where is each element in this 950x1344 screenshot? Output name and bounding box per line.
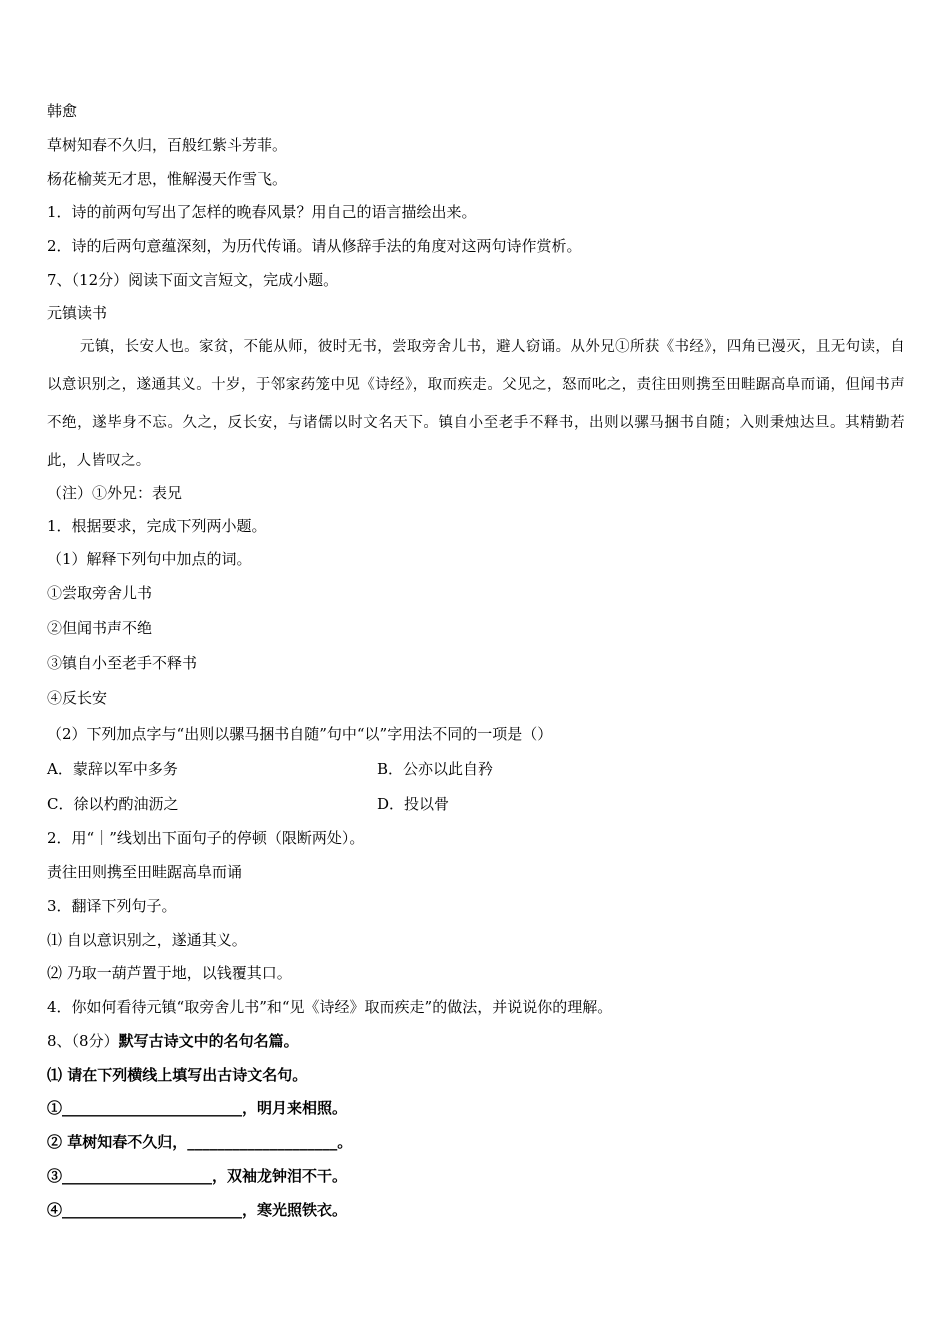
word-item-4: ④反长安 [47, 689, 108, 707]
option-b: B．公亦以此自矜 [377, 760, 494, 778]
poem-question-1: 1．诗的前两句写出了怎样的晚春风景？用自己的语言描绘出来。 [47, 203, 477, 221]
subquestion-2: 2．用“｜”线划出下面句子的停顿（限断两处）。 [47, 829, 365, 847]
fill-blank-4: ④________________________，寒光照铁衣。 [47, 1201, 348, 1219]
subquestion-4: 4．你如何看待元镇“取旁舍儿书”和“见《诗经》取而疾走”的做法，并说说你的理解。 [47, 998, 613, 1016]
question-8-title: 默写古诗文中的名句名篇。 [118, 1032, 299, 1050]
word-item-3: ③镇自小至老手不释书 [47, 654, 198, 672]
subquestion-1: 1．根据要求，完成下列两小题。 [47, 517, 267, 535]
question-8-number: 8、（8分） [47, 1032, 119, 1050]
poem-line-1: 草树知春不久归，百般红紫斗芳菲。 [47, 136, 288, 154]
question-8-sub: ⑴ 请在下列横线上填写出古诗文名句。 [47, 1066, 308, 1084]
fill-blank-1: ①________________________，明月来相照。 [47, 1099, 348, 1117]
fill-blank-2: ② 草树知春不久归，____________________。 [47, 1133, 353, 1151]
option-c: C．徐以杓酌油沥之 [47, 795, 179, 813]
poem-question-2: 2．诗的后两句意蕴深刻，为历代传诵。请从修辞手法的角度对这两句诗作赏析。 [47, 237, 582, 255]
question-7-heading: 7、（12分）阅读下面文言短文，完成小题。 [47, 271, 339, 289]
subquestion-1-1: （1）解释下列句中加点的词。 [47, 550, 252, 568]
option-a: A．蒙辞以军中多务 [47, 760, 178, 778]
poem-author: 韩愈 [47, 102, 78, 120]
fill-blank-3: ③____________________，双袖龙钟泪不干。 [47, 1167, 348, 1185]
question-8-heading [47, 1031, 299, 1051]
passage-note: （注）①外兄：表兄 [47, 484, 183, 502]
subquestion-1-2: （2）下列加点字与“出则以骡马捆书自随”句中“以”字用法不同的一项是（） [47, 725, 553, 743]
poem-line-2: 杨花榆荚无才思，惟解漫天作雪飞。 [47, 170, 288, 188]
passage-body [47, 328, 905, 480]
subquestion-2-sentence: 责往田则携至田畦踞高阜而诵 [47, 863, 243, 881]
passage-title: 元镇读书 [47, 304, 108, 322]
translate-item-2: ⑵ 乃取一葫芦置于地，以钱覆其口。 [47, 964, 292, 982]
subquestion-3: 3．翻译下列句子。 [47, 897, 177, 915]
translate-item-1: ⑴ 自以意识别之，遂通其义。 [47, 931, 247, 949]
word-item-1: ①尝取旁舍儿书 [47, 584, 153, 602]
passage-text: 元镇，长安人也。家贫，不能从师，彼时无书，尝取旁舍儿书，避人窃诵。从外兄①所获《书经》，四角已漫灭，且无句读，自以意识别之，遂通其义。十岁，于邻家药笼中见《诗经》，取而疾走。父见之，怒而叱之，责往田则携至田畦踞高阜而诵，但闻书声不绝，遂毕身不忘。久之，反长安，与诸儒以时文名天下。镇自小至老手不释书，出则以骡马捆书自随；入则秉烛达旦。其精勤若此，人皆叹之。 [47, 339, 905, 469]
word-item-2: ②但闻书声不绝 [47, 619, 153, 637]
option-d: D．投以骨 [377, 795, 450, 813]
